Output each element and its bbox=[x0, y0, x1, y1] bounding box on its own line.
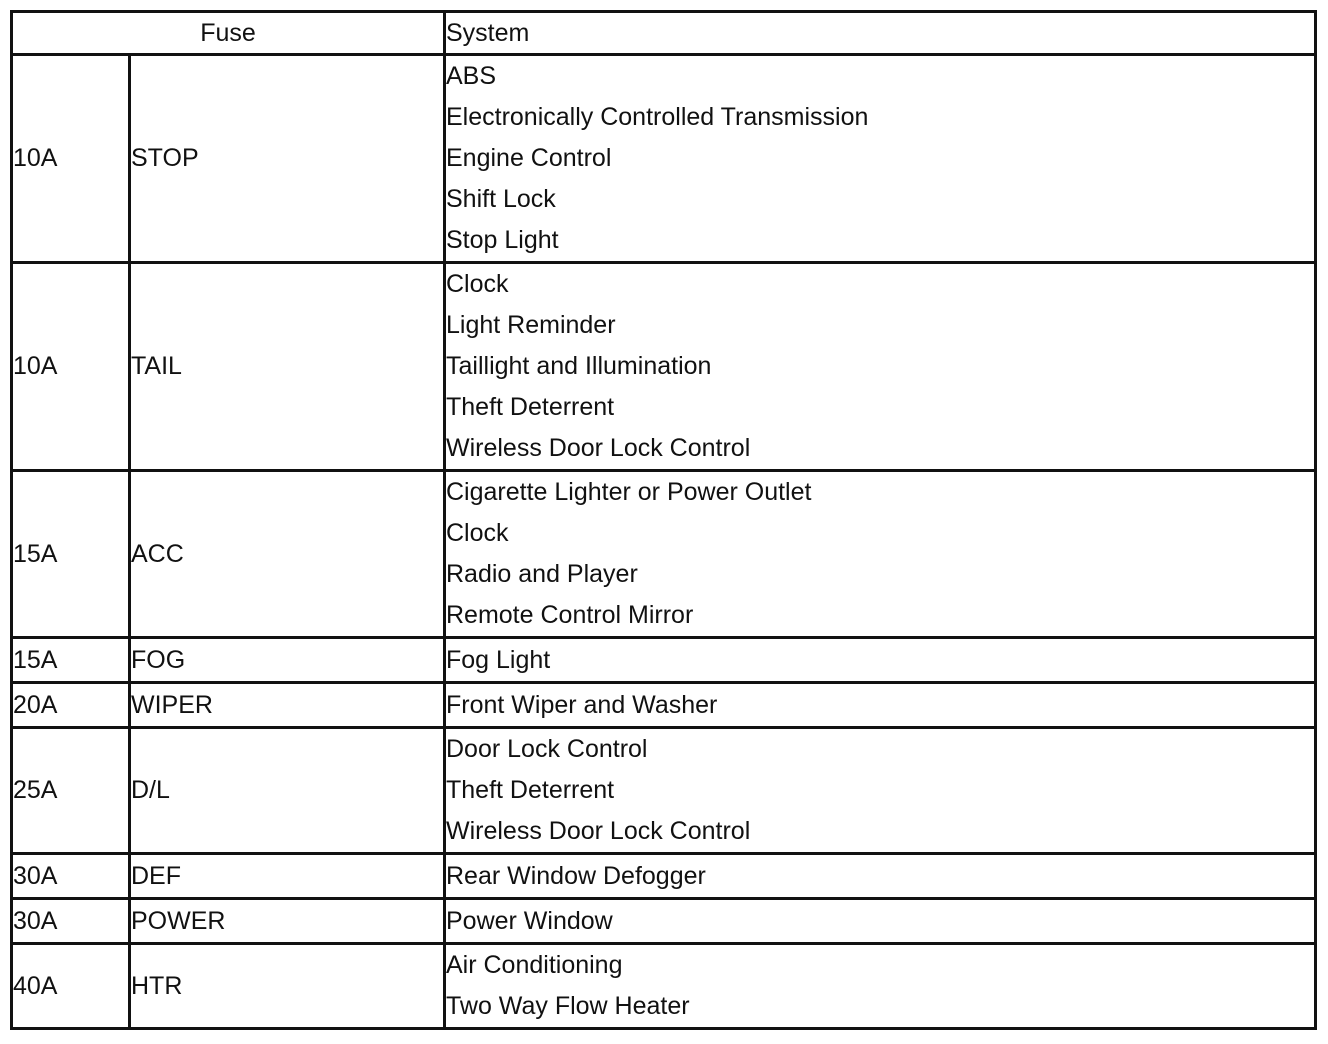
fuse-name: WIPER bbox=[130, 683, 445, 728]
table-row bbox=[12, 55, 1316, 263]
fuse-systems bbox=[445, 471, 1316, 638]
system-item: Clock bbox=[446, 519, 509, 547]
fuse-name: TAIL bbox=[130, 263, 445, 471]
fuse-systems bbox=[445, 944, 1316, 1029]
fuse-name: POWER bbox=[130, 899, 445, 944]
table-row bbox=[12, 471, 1316, 638]
system-item: Cigarette Lighter or Power Outlet bbox=[446, 478, 812, 506]
fuse-amperage: 30A bbox=[12, 899, 130, 944]
table-row bbox=[12, 683, 1316, 728]
system-item: Fog Light bbox=[446, 645, 551, 674]
fuse-systems bbox=[445, 263, 1316, 471]
header-row bbox=[12, 12, 1316, 55]
fuse-name: STOP bbox=[130, 55, 445, 263]
system-item: Clock bbox=[446, 270, 509, 298]
system-item: Engine Control bbox=[446, 144, 612, 172]
fuse-systems bbox=[445, 728, 1316, 854]
fuse-name: ACC bbox=[130, 471, 445, 638]
fuse-amperage: 15A bbox=[12, 471, 130, 638]
system-item: Front Wiper and Washer bbox=[446, 690, 718, 719]
fuse-amperage: 10A bbox=[12, 263, 130, 471]
fuse-name: DEF bbox=[130, 854, 445, 899]
table-row bbox=[12, 944, 1316, 1029]
table-row bbox=[12, 854, 1316, 899]
table-row bbox=[12, 899, 1316, 944]
fuse-table bbox=[10, 10, 1317, 1030]
fuse-systems bbox=[445, 854, 1316, 899]
fuse-amperage: 15A bbox=[12, 638, 130, 683]
system-item: Wireless Door Lock Control bbox=[446, 434, 751, 462]
fuse-name: HTR bbox=[130, 944, 445, 1029]
fuse-name: D/L bbox=[130, 728, 445, 854]
system-item: Door Lock Control bbox=[446, 735, 648, 763]
fuse-amperage: 10A bbox=[12, 55, 130, 263]
fuse-systems bbox=[445, 55, 1316, 263]
system-item: ABS bbox=[446, 62, 497, 90]
system-item: Two Way Flow Heater bbox=[446, 992, 690, 1020]
fuse-amperage: 20A bbox=[12, 683, 130, 728]
system-item: Taillight and Illumination bbox=[446, 352, 712, 380]
fuse-amperage: 25A bbox=[12, 728, 130, 854]
fuse-amperage: 30A bbox=[12, 854, 130, 899]
table-row bbox=[12, 263, 1316, 471]
fuse-systems bbox=[445, 683, 1316, 728]
system-item: Stop Light bbox=[446, 226, 559, 254]
system-item: Air Conditioning bbox=[446, 951, 623, 979]
system-item: Theft Deterrent bbox=[446, 393, 615, 421]
system-item: Radio and Player bbox=[446, 560, 638, 588]
fuse-name: FOG bbox=[130, 638, 445, 683]
table-row bbox=[12, 728, 1316, 854]
fuse-table-body bbox=[12, 55, 1316, 1029]
fuse-systems bbox=[445, 899, 1316, 944]
system-item: Rear Window Defogger bbox=[446, 861, 706, 890]
table-row bbox=[12, 638, 1316, 683]
fuse-amperage: 40A bbox=[12, 944, 130, 1029]
system-item: Electronically Controlled Transmission bbox=[446, 103, 869, 131]
system-item: Shift Lock bbox=[446, 185, 556, 213]
header-fuse: Fuse bbox=[12, 12, 445, 55]
system-item: Remote Control Mirror bbox=[446, 601, 694, 629]
fuse-systems bbox=[445, 638, 1316, 683]
system-item: Power Window bbox=[446, 906, 613, 935]
system-item: Wireless Door Lock Control bbox=[446, 817, 751, 845]
header-system: System bbox=[445, 12, 1316, 55]
system-item: Light Reminder bbox=[446, 311, 616, 339]
system-item: Theft Deterrent bbox=[446, 776, 615, 804]
